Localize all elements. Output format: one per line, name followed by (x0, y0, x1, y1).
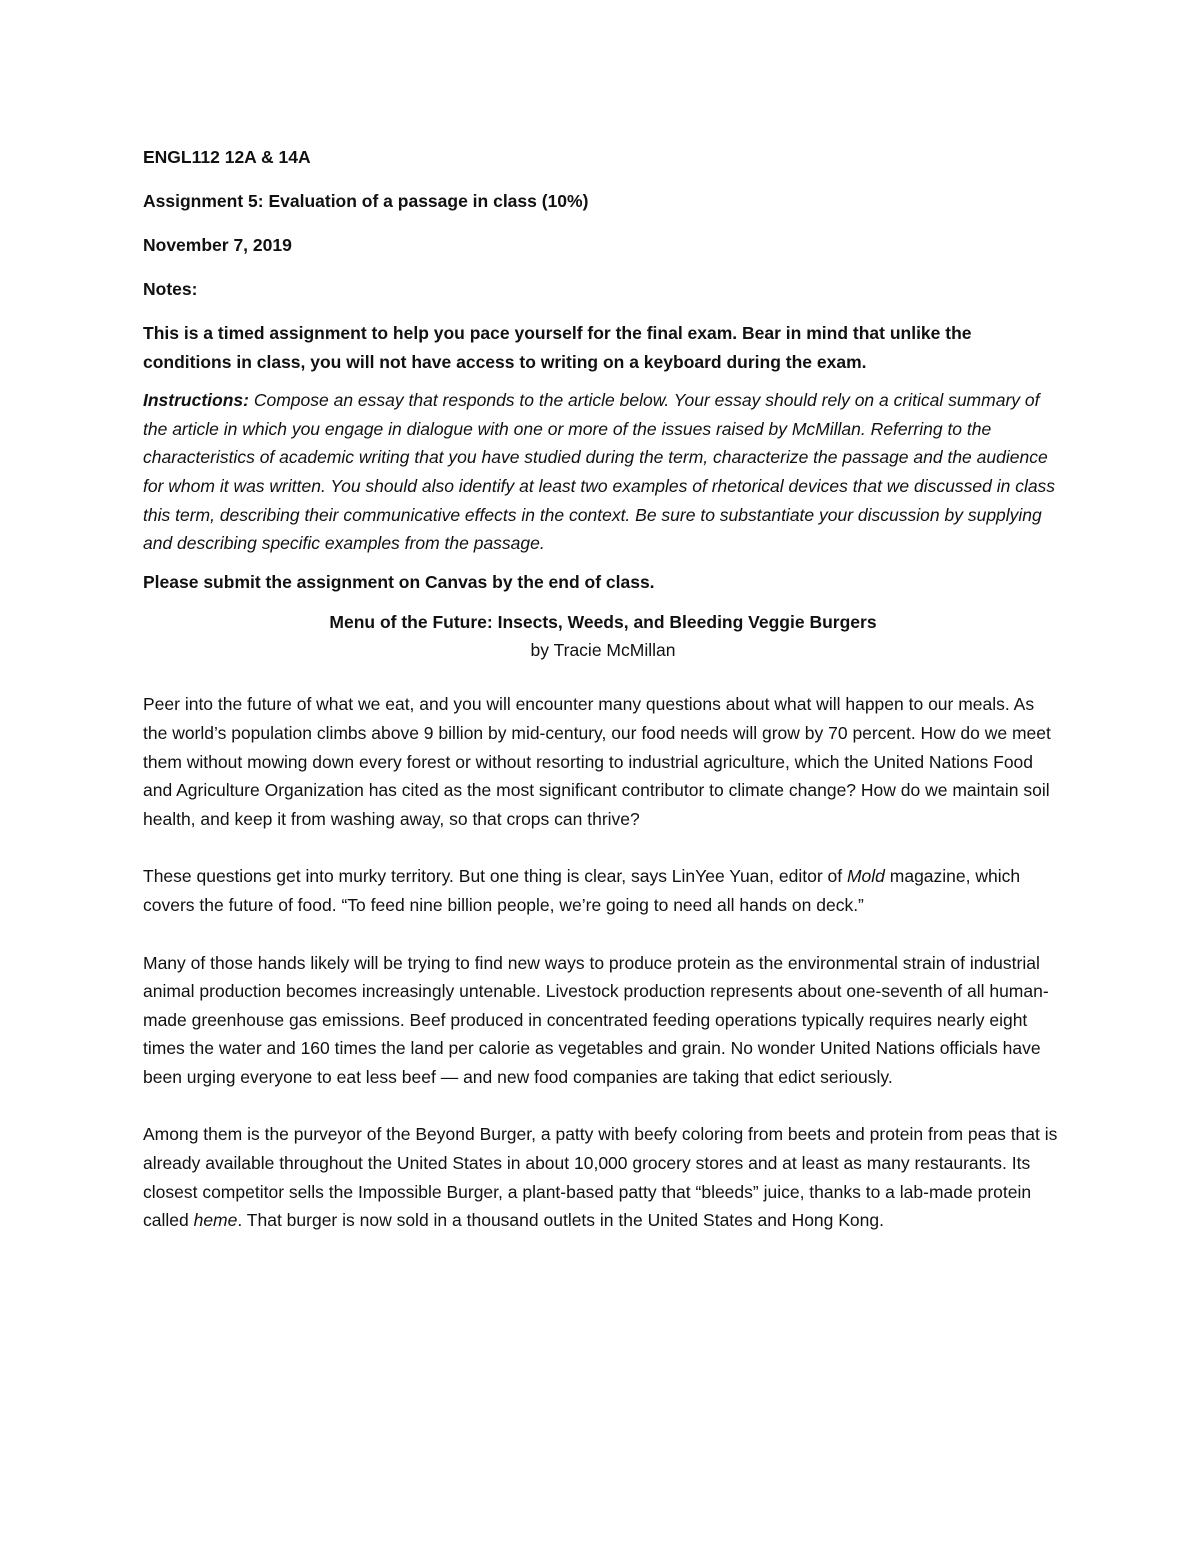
assignment-date: November 7, 2019 (143, 235, 292, 255)
assignment-title: Assignment 5: Evaluation of a passage in class (10%) (143, 191, 589, 211)
p4-text-end: . That burger is now sold in a thousand outlets in the United States and Hong Kong. (237, 1210, 884, 1231)
article-byline: by Tracie McMillan (530, 640, 676, 661)
article-paragraph-1: Peer into the future of what we eat, and you will encounter many questions about what will happen to our meals. As the world’s population climbs above 9 billion by mid-century, our food needs will grow by 70 percent. How do we meet them without mowing down every forest or without resorting to industrial agriculture, which the United Nations Food and Agriculture Organization has cited as the most significant contributor to climate change? How do we maintain soil health, and keep it from washing away, so that crops can thrive? (143, 694, 1051, 829)
instructions-text: Compose an essay that responds to the article below. Your essay should rely on a critical summary of the article in which you engage in dialogue with one or more of the issues raised by McMillan. Referring to the characteristics of academic writing that you have studied during the term, characterize the passage and the audience for whom it was written. You should also identify at least two examples of rhetorical devices that we discussed in class this term, describing their communicative effects in the context. Be sure to substantiate your discussion by supplying and describing specific examples from the passage. (143, 390, 1056, 554)
article-title: Menu of the Future: Insects, Weeds, and Bleeding Veggie Burgers (329, 612, 877, 633)
p4-text-start: Among them is the purveyor of the Beyond Burger, a patty with beefy coloring from beets and protein from peas that is already available throughout the United States in about 10,000 grocery stores and at least as many restaurants. Its closest competitor sells the Impossible Burger, a plant-based patty that “bleeds” juice, thanks to a lab-made protein called (143, 1124, 1058, 1231)
article-paragraph-3: Many of those hands likely will be trying to find new ways to produce protein as the environmental strain of industrial animal production becomes increasingly untenable. Livestock production represents about one-seventh of all human-made greenhouse gas emissions. Beef produced in concentrated feeding operations typically requires nearly eight times the water and 160 times the land per calorie as vegetables and grain. No wonder United Nations officials have been urging everyone to eat less beef — and new food companies are taking that edict seriously. (143, 952, 1049, 1087)
notes-label: Notes: (143, 279, 198, 299)
notes-text: This is a timed assignment to help you pace yourself for the final exam. Bear in mind that unlike the conditions in class, you will not have access to writing on a keyboard during the exam. (143, 323, 972, 372)
p2-text-start: These questions get into murky territory. But one thing is clear, says LinYee Yuan, editor of (143, 866, 847, 887)
article-paragraph-4 (143, 1120, 1063, 1234)
p2-text-end: magazine, which covers the future of food. “To feed nine billion people, we’re going to need all hands on deck.” (143, 866, 1021, 915)
instructions-label: Instructions: (143, 390, 249, 411)
submit-note: Please submit the assignment on Canvas by the end of class. (143, 571, 655, 592)
document-page (143, 146, 1063, 1264)
course-code: ENGL112 12A & 14A (143, 147, 311, 167)
article-paragraph-2 (143, 862, 1063, 919)
magazine-name: Mold (846, 866, 885, 887)
protein-name: heme (193, 1210, 238, 1231)
instructions-paragraph (143, 386, 1063, 558)
